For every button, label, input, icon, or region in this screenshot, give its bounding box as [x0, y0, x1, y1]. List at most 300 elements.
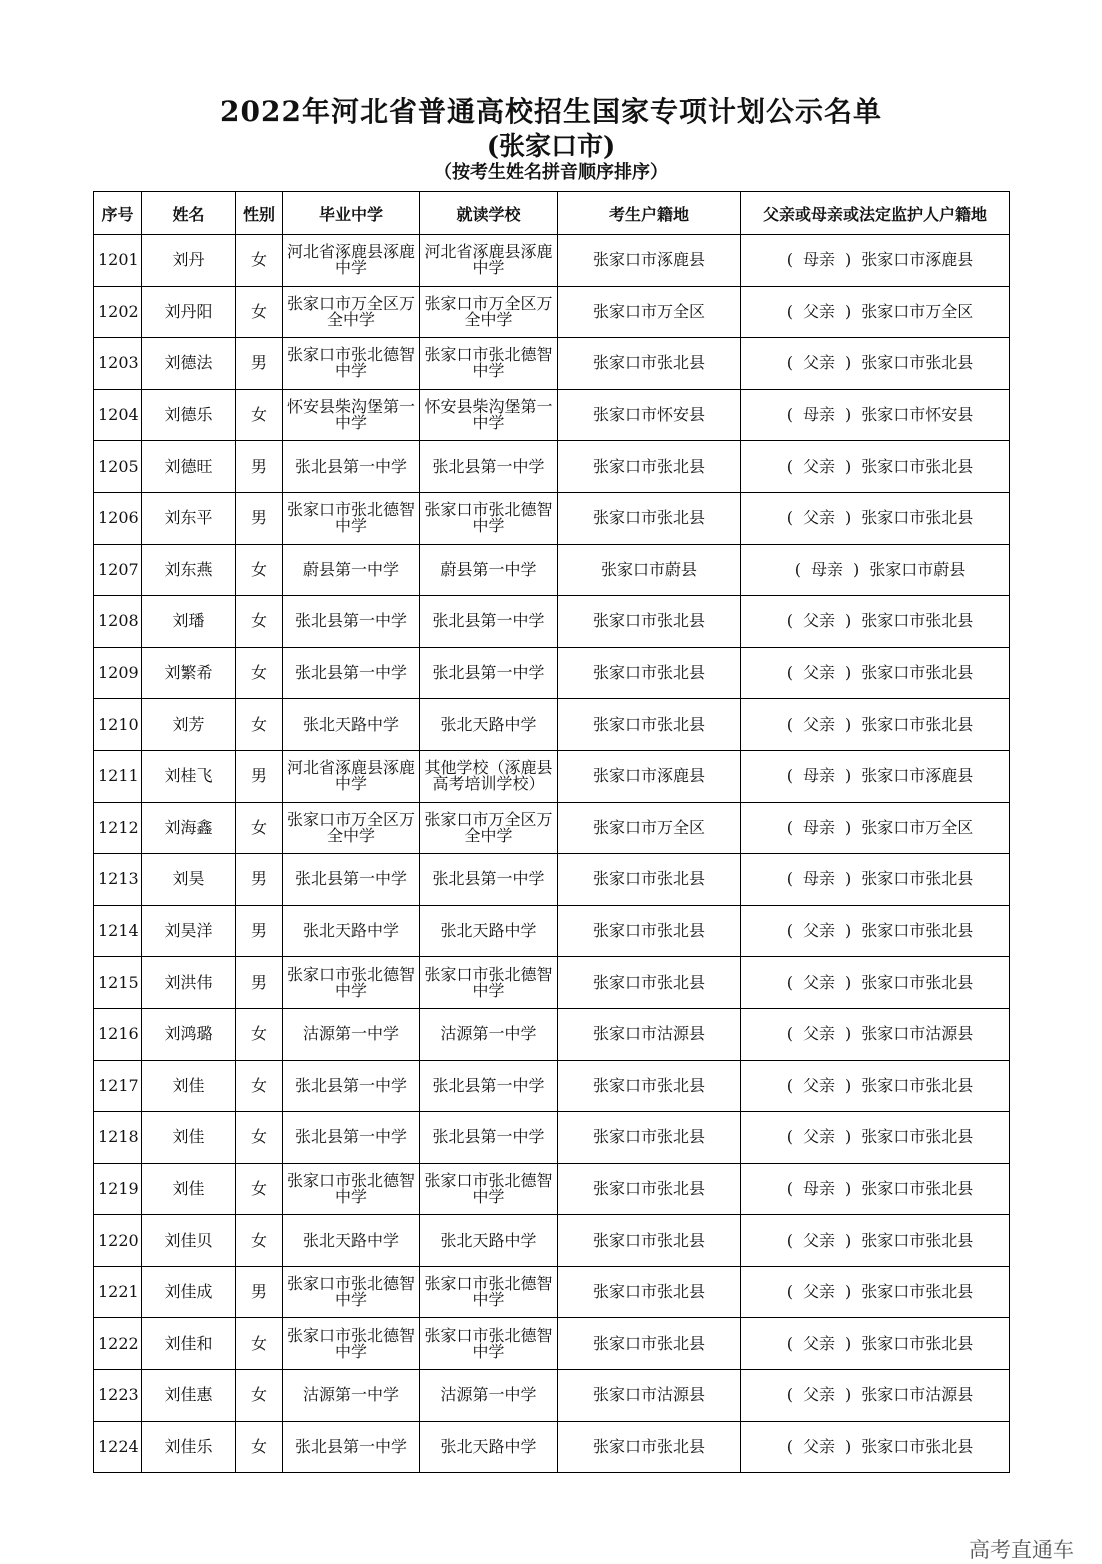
cell-guardian-hukou — [741, 492, 1010, 544]
cell-grad-school: 张北县第一中学 — [283, 1060, 420, 1112]
cell-grad-school: 沽源第一中学 — [283, 1370, 420, 1422]
cell-seq: 1208 — [94, 596, 142, 648]
table-row — [94, 699, 1010, 751]
paren-open: ( — [786, 353, 793, 373]
cell-study-school: 张北县第一中学 — [420, 854, 558, 906]
cell-grad-school: 张家口市张北德智中学 — [283, 492, 420, 544]
cell-hukou: 张家口市万全区 — [558, 802, 741, 854]
guardian-place: 张家口市蔚县 — [869, 559, 966, 579]
table-row — [94, 854, 1010, 906]
cell-hukou: 张家口市蔚县 — [558, 544, 741, 596]
guardian-place: 张家口市张北县 — [861, 714, 974, 734]
cell-hukou: 张家口市张北县 — [558, 1421, 741, 1473]
cell-seq: 1203 — [94, 338, 142, 390]
cell-study-school: 其他学校（涿鹿县高考培训学校） — [420, 750, 558, 802]
cell-hukou: 张家口市沽源县 — [558, 1008, 741, 1060]
cell-name: 刘东平 — [142, 492, 236, 544]
cell-grad-school: 张北天路中学 — [283, 905, 420, 957]
paren-close: ) — [845, 972, 852, 992]
guardian-relation: 父亲 — [802, 508, 835, 528]
cell-name: 刘佳惠 — [142, 1370, 236, 1422]
paren-open: ( — [786, 611, 793, 631]
cell-hukou: 张家口市张北县 — [558, 338, 741, 390]
cell-hukou: 张家口市张北县 — [558, 1215, 741, 1267]
cell-seq: 1207 — [94, 544, 142, 596]
cell-name: 刘佳 — [142, 1060, 236, 1112]
cell-grad-school: 张家口市张北德智中学 — [283, 1163, 420, 1215]
cell-hukou: 张家口市张北县 — [558, 596, 741, 648]
cell-study-school: 怀安县柴沟堡第一中学 — [420, 389, 558, 441]
cell-gender: 女 — [236, 596, 283, 648]
paren-close: ) — [845, 1127, 852, 1147]
cell-grad-school: 张北县第一中学 — [283, 596, 420, 648]
guardian-place: 张家口市张北县 — [861, 1282, 974, 1302]
paren-open: ( — [786, 1127, 793, 1147]
guardian-relation: 父亲 — [802, 353, 835, 373]
cell-guardian-hukou — [741, 596, 1010, 648]
guardian-place: 张家口市张北县 — [861, 1436, 974, 1456]
paren-close: ) — [845, 869, 852, 889]
guardian-relation: 父亲 — [802, 456, 835, 476]
cell-gender: 女 — [236, 1370, 283, 1422]
paren-close: ) — [845, 301, 852, 321]
paren-close: ) — [845, 663, 852, 683]
paren-close: ) — [845, 611, 852, 631]
header-gender: 性别 — [236, 192, 283, 235]
cell-study-school: 张北县第一中学 — [420, 647, 558, 699]
cell-hukou: 张家口市张北县 — [558, 854, 741, 906]
roster-table — [93, 191, 1010, 1473]
cell-seq: 1205 — [94, 441, 142, 493]
cell-study-school: 张北天路中学 — [420, 1215, 558, 1267]
guardian-relation: 母亲 — [810, 559, 843, 579]
guardian-relation: 父亲 — [802, 921, 835, 941]
cell-study-school: 蔚县第一中学 — [420, 544, 558, 596]
cell-guardian-hukou — [741, 1421, 1010, 1473]
guardian-place: 张家口市张北县 — [861, 869, 974, 889]
cell-hukou: 张家口市万全区 — [558, 286, 741, 338]
cell-guardian-hukou — [741, 854, 1010, 906]
cell-name: 刘芳 — [142, 699, 236, 751]
cell-study-school: 张家口市张北德智中学 — [420, 338, 558, 390]
cell-gender: 男 — [236, 854, 283, 906]
table-row — [94, 1266, 1010, 1318]
cell-study-school: 张家口市张北德智中学 — [420, 1266, 558, 1318]
cell-seq: 1213 — [94, 854, 142, 906]
paren-close: ) — [845, 921, 852, 941]
paren-close: ) — [845, 714, 852, 734]
cell-hukou: 张家口市张北县 — [558, 647, 741, 699]
cell-name: 刘佳贝 — [142, 1215, 236, 1267]
paren-close: ) — [845, 250, 852, 270]
cell-gender: 女 — [236, 1163, 283, 1215]
header-grad-school: 毕业中学 — [283, 192, 420, 235]
cell-hukou: 张家口市张北县 — [558, 1163, 741, 1215]
cell-study-school: 沽源第一中学 — [420, 1370, 558, 1422]
cell-gender: 女 — [236, 647, 283, 699]
cell-study-school: 张家口市万全区万全中学 — [420, 286, 558, 338]
cell-hukou: 张家口市张北县 — [558, 1266, 741, 1318]
cell-gender: 男 — [236, 750, 283, 802]
paren-open: ( — [786, 766, 793, 786]
guardian-place: 张家口市万全区 — [861, 817, 974, 837]
cell-name: 刘佳成 — [142, 1266, 236, 1318]
cell-study-school: 沽源第一中学 — [420, 1008, 558, 1060]
cell-name: 刘昊洋 — [142, 905, 236, 957]
table-body — [94, 235, 1010, 1473]
cell-grad-school: 张北县第一中学 — [283, 441, 420, 493]
cell-name: 刘丹 — [142, 235, 236, 287]
cell-grad-school: 张家口市张北德智中学 — [283, 1266, 420, 1318]
cell-gender: 女 — [236, 1112, 283, 1164]
cell-grad-school: 张北县第一中学 — [283, 1421, 420, 1473]
cell-seq: 1204 — [94, 389, 142, 441]
cell-study-school: 河北省涿鹿县涿鹿中学 — [420, 235, 558, 287]
cell-guardian-hukou — [741, 802, 1010, 854]
table-row — [94, 389, 1010, 441]
table-row — [94, 596, 1010, 648]
cell-name: 刘昊 — [142, 854, 236, 906]
cell-gender: 女 — [236, 544, 283, 596]
paren-open: ( — [786, 1436, 793, 1456]
paren-close: ) — [845, 1282, 852, 1302]
cell-guardian-hukou — [741, 235, 1010, 287]
cell-gender: 女 — [236, 699, 283, 751]
guardian-place: 张家口市怀安县 — [861, 405, 974, 425]
table-row — [94, 1060, 1010, 1112]
cell-name: 刘洪伟 — [142, 957, 236, 1009]
cell-name: 刘鸿璐 — [142, 1008, 236, 1060]
cell-grad-school: 沽源第一中学 — [283, 1008, 420, 1060]
guardian-relation: 父亲 — [802, 1333, 835, 1353]
cell-guardian-hukou — [741, 905, 1010, 957]
cell-study-school: 张家口市张北德智中学 — [420, 957, 558, 1009]
cell-hukou: 张家口市张北县 — [558, 1318, 741, 1370]
guardian-place: 张家口市沽源县 — [861, 1385, 974, 1405]
cell-seq: 1210 — [94, 699, 142, 751]
cell-study-school: 张家口市张北德智中学 — [420, 1318, 558, 1370]
paren-open: ( — [786, 508, 793, 528]
cell-seq: 1209 — [94, 647, 142, 699]
paren-open: ( — [786, 869, 793, 889]
guardian-relation: 父亲 — [802, 1230, 835, 1250]
cell-seq: 1219 — [94, 1163, 142, 1215]
cell-gender: 女 — [236, 286, 283, 338]
cell-hukou: 张家口市张北县 — [558, 441, 741, 493]
paren-close: ) — [845, 1436, 852, 1456]
table-row — [94, 235, 1010, 287]
table-row — [94, 544, 1010, 596]
paren-close: ) — [845, 508, 852, 528]
cell-grad-school: 张北县第一中学 — [283, 647, 420, 699]
cell-study-school: 张北天路中学 — [420, 1421, 558, 1473]
table-row — [94, 286, 1010, 338]
paren-open: ( — [786, 1282, 793, 1302]
cell-hukou: 张家口市张北县 — [558, 957, 741, 1009]
cell-guardian-hukou — [741, 544, 1010, 596]
guardian-relation: 父亲 — [802, 301, 835, 321]
cell-gender: 女 — [236, 235, 283, 287]
cell-hukou: 张家口市涿鹿县 — [558, 235, 741, 287]
paren-open: ( — [794, 559, 801, 579]
cell-grad-school: 张家口市张北德智中学 — [283, 1318, 420, 1370]
cell-name: 刘海鑫 — [142, 802, 236, 854]
cell-gender: 女 — [236, 1318, 283, 1370]
guardian-place: 张家口市张北县 — [861, 1333, 974, 1353]
cell-hukou: 张家口市张北县 — [558, 1112, 741, 1164]
header-seq: 序号 — [94, 192, 142, 235]
cell-guardian-hukou — [741, 338, 1010, 390]
guardian-relation: 父亲 — [802, 972, 835, 992]
guardian-place: 张家口市张北县 — [861, 663, 974, 683]
guardian-place: 张家口市张北县 — [861, 1127, 974, 1147]
table-row — [94, 1421, 1010, 1473]
cell-study-school: 张北天路中学 — [420, 905, 558, 957]
paren-close: ) — [845, 353, 852, 373]
cell-name: 刘佳乐 — [142, 1421, 236, 1473]
paren-close: ) — [845, 1385, 852, 1405]
cell-hukou: 张家口市张北县 — [558, 1060, 741, 1112]
cell-seq: 1220 — [94, 1215, 142, 1267]
guardian-relation: 母亲 — [802, 766, 835, 786]
paren-close: ) — [845, 1024, 852, 1044]
cell-gender: 女 — [236, 1421, 283, 1473]
paren-open: ( — [786, 714, 793, 734]
paren-open: ( — [786, 250, 793, 270]
cell-gender: 女 — [236, 1060, 283, 1112]
table-header-row — [94, 192, 1010, 235]
paren-close: ) — [845, 817, 852, 837]
cell-guardian-hukou — [741, 389, 1010, 441]
table-row — [94, 1318, 1010, 1370]
cell-seq: 1214 — [94, 905, 142, 957]
cell-grad-school: 张家口市万全区万全中学 — [283, 802, 420, 854]
paren-open: ( — [786, 663, 793, 683]
guardian-relation: 父亲 — [802, 1127, 835, 1147]
cell-gender: 女 — [236, 389, 283, 441]
guardian-relation: 父亲 — [802, 714, 835, 734]
paren-open: ( — [786, 301, 793, 321]
cell-seq: 1202 — [94, 286, 142, 338]
table-row — [94, 905, 1010, 957]
guardian-relation: 父亲 — [802, 663, 835, 683]
watermark-text: 高考直通车 — [969, 1538, 1074, 1562]
cell-guardian-hukou — [741, 750, 1010, 802]
paren-open: ( — [786, 456, 793, 476]
paren-open: ( — [786, 1024, 793, 1044]
guardian-place: 张家口市张北县 — [861, 611, 974, 631]
guardian-place: 张家口市张北县 — [861, 1075, 974, 1095]
cell-grad-school: 张家口市张北德智中学 — [283, 957, 420, 1009]
cell-gender: 男 — [236, 905, 283, 957]
cell-gender: 男 — [236, 957, 283, 1009]
table-row — [94, 802, 1010, 854]
cell-name: 刘东燕 — [142, 544, 236, 596]
paren-close: ) — [853, 559, 860, 579]
table-row — [94, 492, 1010, 544]
cell-gender: 男 — [236, 1266, 283, 1318]
cell-name: 刘德法 — [142, 338, 236, 390]
table-row — [94, 647, 1010, 699]
cell-seq: 1206 — [94, 492, 142, 544]
guardian-place: 张家口市张北县 — [861, 1178, 974, 1198]
cell-name: 刘佳 — [142, 1112, 236, 1164]
cell-seq: 1223 — [94, 1370, 142, 1422]
cell-study-school: 张家口市万全区万全中学 — [420, 802, 558, 854]
cell-guardian-hukou — [741, 1163, 1010, 1215]
table-row — [94, 441, 1010, 493]
paren-close: ) — [845, 1075, 852, 1095]
cell-guardian-hukou — [741, 1215, 1010, 1267]
guardian-place: 张家口市涿鹿县 — [861, 250, 974, 270]
cell-hukou: 张家口市张北县 — [558, 492, 741, 544]
paren-close: ) — [845, 1178, 852, 1198]
cell-name: 刘丹阳 — [142, 286, 236, 338]
cell-gender: 男 — [236, 338, 283, 390]
cell-name: 刘德旺 — [142, 441, 236, 493]
cell-hukou: 张家口市涿鹿县 — [558, 750, 741, 802]
guardian-relation: 父亲 — [802, 611, 835, 631]
cell-seq: 1221 — [94, 1266, 142, 1318]
guardian-place: 张家口市沽源县 — [861, 1024, 974, 1044]
document-subtitle-city: (张家口市) — [486, 132, 616, 162]
cell-grad-school: 张家口市张北德智中学 — [283, 338, 420, 390]
cell-gender: 男 — [236, 492, 283, 544]
cell-guardian-hukou — [741, 441, 1010, 493]
document-title: 2022年河北省普通高校招生国家专项计划公示名单 — [220, 95, 882, 128]
guardian-place: 张家口市张北县 — [861, 353, 974, 373]
cell-grad-school: 河北省涿鹿县涿鹿中学 — [283, 750, 420, 802]
guardian-place: 张家口市张北县 — [861, 972, 974, 992]
cell-guardian-hukou — [741, 699, 1010, 751]
paren-close: ) — [845, 1230, 852, 1250]
cell-gender: 女 — [236, 1215, 283, 1267]
cell-seq: 1216 — [94, 1008, 142, 1060]
cell-guardian-hukou — [741, 1112, 1010, 1164]
table-row — [94, 1215, 1010, 1267]
cell-hukou: 张家口市张北县 — [558, 905, 741, 957]
cell-grad-school: 河北省涿鹿县涿鹿中学 — [283, 235, 420, 287]
cell-grad-school: 张北天路中学 — [283, 699, 420, 751]
cell-name: 刘繁希 — [142, 647, 236, 699]
guardian-place: 张家口市张北县 — [861, 921, 974, 941]
cell-study-school: 张北县第一中学 — [420, 1112, 558, 1164]
guardian-place: 张家口市万全区 — [861, 301, 974, 321]
header-guardian-hukou: 父亲或母亲或法定监护人户籍地 — [741, 192, 1010, 235]
guardian-relation: 父亲 — [802, 1075, 835, 1095]
document-sort-note: （按考生姓名拼音顺序排序） — [434, 162, 668, 183]
header-name: 姓名 — [142, 192, 236, 235]
cell-study-school: 张家口市张北德智中学 — [420, 1163, 558, 1215]
paren-open: ( — [786, 817, 793, 837]
table-row — [94, 1370, 1010, 1422]
paren-open: ( — [786, 1075, 793, 1095]
cell-grad-school: 蔚县第一中学 — [283, 544, 420, 596]
cell-seq: 1224 — [94, 1421, 142, 1473]
guardian-place: 张家口市张北县 — [861, 508, 974, 528]
cell-gender: 男 — [236, 441, 283, 493]
cell-seq: 1201 — [94, 235, 142, 287]
cell-gender: 女 — [236, 1008, 283, 1060]
guardian-relation: 父亲 — [802, 1385, 835, 1405]
guardian-relation: 父亲 — [802, 1024, 835, 1044]
guardian-relation: 父亲 — [802, 1436, 835, 1456]
guardian-place: 张家口市张北县 — [861, 456, 974, 476]
guardian-relation: 母亲 — [802, 250, 835, 270]
cell-grad-school: 张北县第一中学 — [283, 854, 420, 906]
cell-seq: 1222 — [94, 1318, 142, 1370]
cell-name: 刘德乐 — [142, 389, 236, 441]
guardian-relation: 母亲 — [802, 1178, 835, 1198]
cell-name: 刘桂飞 — [142, 750, 236, 802]
paren-open: ( — [786, 921, 793, 941]
guardian-relation: 母亲 — [802, 817, 835, 837]
paren-open: ( — [786, 405, 793, 425]
cell-guardian-hukou — [741, 1370, 1010, 1422]
cell-hukou: 张家口市沽源县 — [558, 1370, 741, 1422]
cell-study-school: 张家口市张北德智中学 — [420, 492, 558, 544]
table-row — [94, 957, 1010, 1009]
cell-study-school: 张北天路中学 — [420, 699, 558, 751]
cell-grad-school: 怀安县柴沟堡第一中学 — [283, 389, 420, 441]
guardian-place: 张家口市张北县 — [861, 1230, 974, 1250]
cell-seq: 1217 — [94, 1060, 142, 1112]
cell-seq: 1215 — [94, 957, 142, 1009]
header-hukou: 考生户籍地 — [558, 192, 741, 235]
guardian-relation: 母亲 — [802, 869, 835, 889]
cell-guardian-hukou — [741, 1318, 1010, 1370]
paren-close: ) — [845, 1333, 852, 1353]
cell-guardian-hukou — [741, 1060, 1010, 1112]
table-row — [94, 750, 1010, 802]
cell-hukou: 张家口市张北县 — [558, 699, 741, 751]
paren-open: ( — [786, 1230, 793, 1250]
cell-study-school: 张北县第一中学 — [420, 1060, 558, 1112]
cell-grad-school: 张家口市万全区万全中学 — [283, 286, 420, 338]
cell-guardian-hukou — [741, 1266, 1010, 1318]
paren-open: ( — [786, 1385, 793, 1405]
paren-open: ( — [786, 1333, 793, 1353]
table-row — [94, 1008, 1010, 1060]
cell-name: 刘璠 — [142, 596, 236, 648]
cell-study-school: 张北县第一中学 — [420, 441, 558, 493]
cell-guardian-hukou — [741, 647, 1010, 699]
paren-close: ) — [845, 456, 852, 476]
table-row — [94, 1112, 1010, 1164]
cell-name: 刘佳 — [142, 1163, 236, 1215]
paren-close: ) — [845, 766, 852, 786]
table-row — [94, 338, 1010, 390]
guardian-place: 张家口市涿鹿县 — [861, 766, 974, 786]
paren-open: ( — [786, 972, 793, 992]
cell-grad-school: 张北天路中学 — [283, 1215, 420, 1267]
cell-seq: 1212 — [94, 802, 142, 854]
cell-study-school: 张北县第一中学 — [420, 596, 558, 648]
cell-seq: 1211 — [94, 750, 142, 802]
cell-guardian-hukou — [741, 286, 1010, 338]
cell-name: 刘佳和 — [142, 1318, 236, 1370]
cell-guardian-hukou — [741, 957, 1010, 1009]
table-row — [94, 1163, 1010, 1215]
cell-grad-school: 张北县第一中学 — [283, 1112, 420, 1164]
cell-seq: 1218 — [94, 1112, 142, 1164]
cell-guardian-hukou — [741, 1008, 1010, 1060]
header-study-school: 就读学校 — [420, 192, 558, 235]
cell-hukou: 张家口市怀安县 — [558, 389, 741, 441]
paren-open: ( — [786, 1178, 793, 1198]
guardian-relation: 母亲 — [802, 405, 835, 425]
guardian-relation: 父亲 — [802, 1282, 835, 1302]
